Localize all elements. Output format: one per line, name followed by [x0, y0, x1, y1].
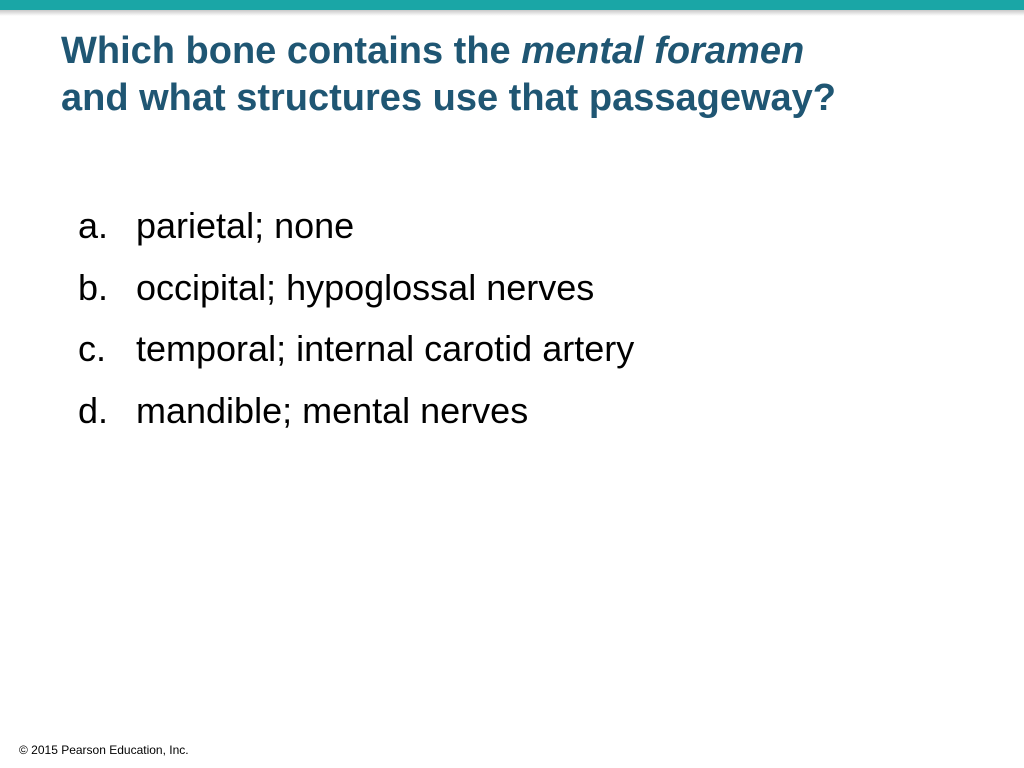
- top-accent-bar: [0, 0, 1024, 10]
- answer-option-c: [78, 328, 634, 390]
- answer-text: temporal; internal carotid artery: [136, 328, 635, 369]
- answer-list: [78, 205, 634, 451]
- answer-text: mandible; mental nerves: [136, 389, 529, 431]
- answer-option-a: [78, 205, 634, 267]
- answer-letter: a.: [78, 205, 109, 246]
- answer-letter: c.: [78, 328, 107, 369]
- answer-option-b: [78, 267, 634, 329]
- answer-letter: d.: [78, 389, 109, 431]
- slide-title: [61, 28, 1001, 122]
- answer-option-d: [78, 390, 634, 452]
- top-bar-shadow: [0, 10, 1024, 16]
- title-text-end: and what structures use that passageway?: [61, 77, 837, 119]
- copyright-notice: © 2015 Pearson Education, Inc.: [19, 743, 189, 757]
- answer-text: occipital; hypoglossal nerves: [136, 266, 595, 308]
- answer-text: parietal; none: [136, 205, 355, 246]
- title-emphasis: mental foramen: [521, 30, 805, 72]
- title-text-start: Which bone contains the: [61, 30, 522, 72]
- answer-letter: b.: [78, 266, 109, 308]
